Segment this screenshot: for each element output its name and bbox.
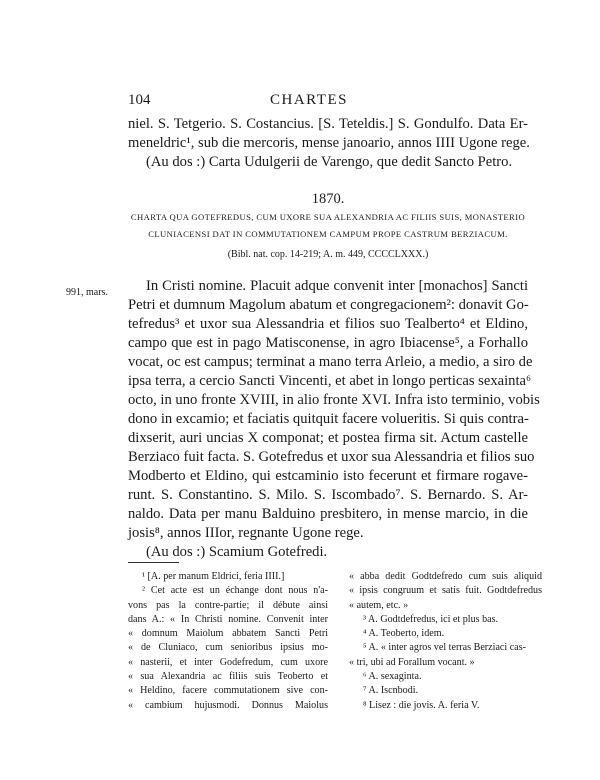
footnote-line: « autem, etc. » — [349, 599, 409, 611]
source-reference: (Bibl. nat. cop. 14-219; A. m. 449, CCCCLXXX.) — [227, 249, 429, 260]
text-line: runt. S. Constantino. S. Milo. S. Iscombado⁷. S. Bernardo. S. Ar- — [128, 487, 528, 503]
endorsement: (Au dos :) Scamium Gotefredi. — [146, 544, 328, 560]
text-line: Berziaco fuit facta. S. Gotefredus et uxor sua Alessandria et filios suo — [128, 449, 535, 465]
footnotes-left-column — [128, 570, 328, 713]
text-line: ipsa terra, a cercio Sancti Vincenti, et abet in longo perticas sexainta⁶ — [128, 373, 532, 389]
footnote-line: « de Cluniaco, cum senioribus ipsius mo- — [128, 642, 328, 654]
footnote-line: ¹ [A. per manum Eldrici, feria IIII.] — [142, 571, 285, 582]
previous-charter-ending — [128, 115, 528, 172]
endorsement: (Au dos :) Carta Udulgerii de Varengo, que dedit Sancto Petro. — [146, 154, 513, 170]
text-line: meneldric¹, sub die mercoris, mense janoario, annos IIII Ugone rege. — [128, 135, 530, 151]
footnote-line: ⁶ A. sexaginta. — [363, 671, 422, 683]
footnote-line: « ipsis congruum et satis fuit. Godtdefredus — [349, 585, 542, 597]
charter-number: 1870. — [311, 191, 345, 207]
text-line: campo que est in pago Matisconense, in agro Ibiacense⁵, a Forhallo — [128, 335, 528, 351]
footnote-line: ² Cet acte est un échange dont nous n'a- — [142, 585, 328, 597]
text-line: vocat, oc est campus; terminat a mano terra Arleio, a medio, a siro de — [128, 354, 533, 370]
footnote-line: « Heldino, facere commutationem sive con- — [128, 685, 328, 697]
footnote-line: « abba dedit Godtdefredo cum suis aliquid — [349, 571, 542, 582]
running-header — [128, 92, 490, 112]
text-line: octo, in uno fronte XVIII, in alio fronte XVI. Infra isto terminio, vobis — [128, 392, 540, 408]
running-title: CHARTES — [270, 92, 348, 108]
text-line: dixserit, auri uncias X componat; et postea firma sit. Actum castelle — [128, 430, 528, 446]
text-line: In Cristi nomine. Placuit adque convenit inter [monachos] Sancti — [146, 278, 528, 294]
charter-text — [128, 277, 540, 562]
charter-summary-line: CLUNIACENSI DAT IN COMMUTATIONEM CAMPUM PROPE CASTRUM BERZIACUM. — [148, 229, 508, 239]
text-line: josis⁸, annos IIIor, regnante Ugone rege. — [128, 525, 364, 541]
page-number: 104 — [128, 92, 151, 108]
text-line: Modberto et Eldino, qui estcaminio isto fecerunt et firmare rogave- — [128, 468, 528, 484]
footnote-line: « sua Alexandria ac filiis suis Teoberto et — [128, 671, 328, 683]
footnotes-right-column — [349, 570, 542, 713]
footnote-line: ⁸ Lisez : die jovis. A. feria V. — [363, 699, 480, 711]
text-line: naldo. Data per manu Balduino presbitero, in mense marcio, in die — [128, 506, 528, 522]
footnote-line: ³ A. Godtdefredus, ici et plus bas. — [363, 613, 499, 625]
footnote-line: « domnum Maiolum abbatem Sancti Petri — [128, 628, 328, 640]
footnote-line: ⁷ A. Iscnbodi. — [363, 685, 419, 697]
footnote-rule — [128, 562, 179, 563]
footnote-line: ⁵ A. « inter agros vel terras Berziaci cas- — [363, 642, 526, 654]
text-line: tefredus³ et uxor sua Alessandria et filios suo Tealberto⁴ et Eldino, — [128, 316, 528, 332]
charter-summary-line: CHARTA QUA GOTEFREDUS, CUM UXORE SUA ALEXANDRIA AC FILIIS SUIS, MONASTERIO — [130, 212, 526, 222]
text-line: dono in excamio; et faciatis quitquit facere volueritis. Si quis contra- — [128, 411, 529, 427]
margin-date: 991, mars. — [66, 287, 108, 298]
footnote-line: vons pas la contre-partie; il débute ainsi — [128, 599, 328, 611]
footnote-line: « cambium hujusmodi. Donnus Maiolus — [128, 699, 328, 711]
footnote-line: « nasterii, et inter Godefredum, cum uxore — [128, 656, 328, 668]
text-line: niel. S. Tetgerio. S. Costancius. [S. Teteldis.] S. Gondulfo. Data Er- — [128, 116, 528, 132]
footnote-line: « tri, ubi ad Forallum vocant. » — [349, 656, 475, 668]
text-line: Petri et dumnum Magolum abatum et congregacionem²: donavit Go- — [128, 297, 529, 313]
footnote-line: dans A.: « In Christi nomine. Convenit inter — [128, 613, 328, 625]
footnote-line: ⁴ A. Teoberto, idem. — [363, 628, 445, 640]
